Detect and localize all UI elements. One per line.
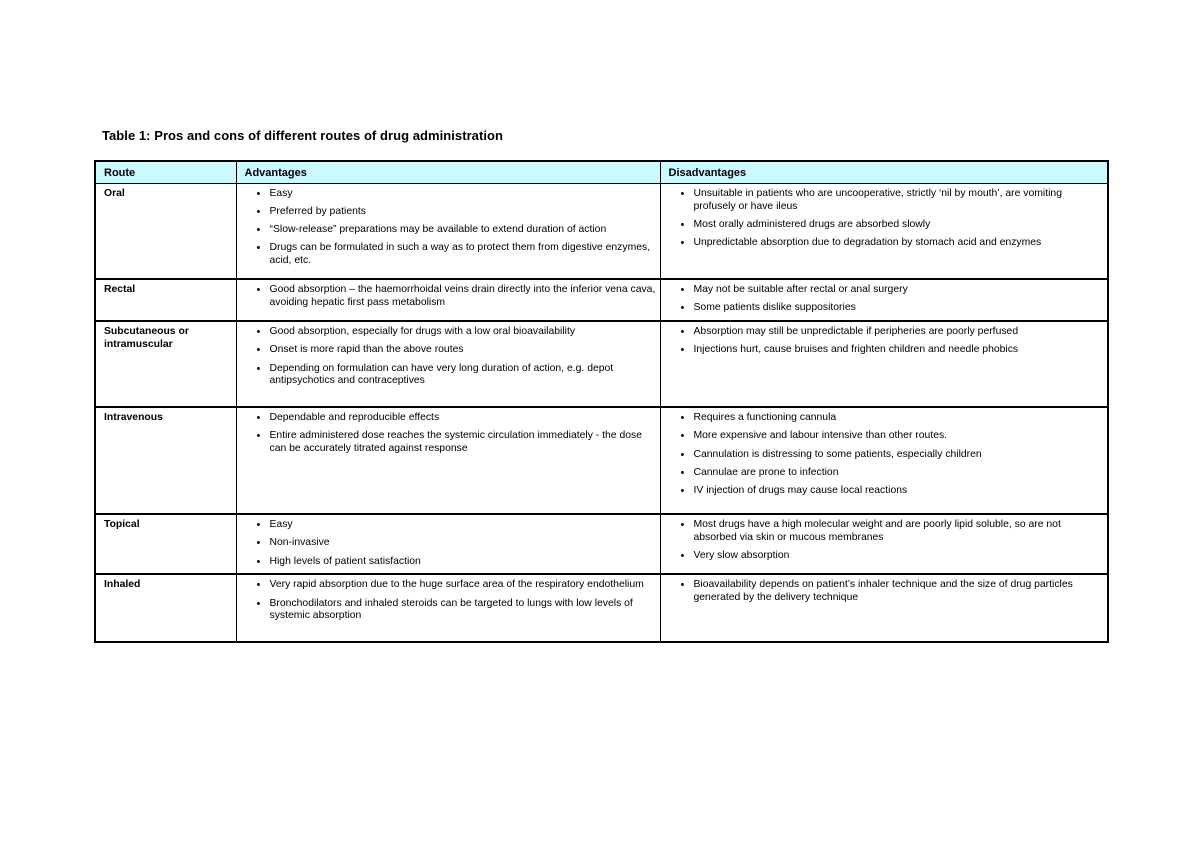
advantages-cell <box>236 407 660 514</box>
advantages-list <box>245 519 656 568</box>
advantages-cell <box>236 183 660 279</box>
disadvantages-cell <box>660 279 1108 321</box>
disadvantage-item: • Some patients dislike suppositories <box>669 302 1104 315</box>
disadvantage-item: • Bioavailability depends on patient’s inhaler technique and the size of drug particles generated by the delivery technique <box>669 579 1104 605</box>
advantages-list <box>245 284 656 310</box>
disadvantage-item: • Injections hurt, cause bruises and frighten children and needle phobics <box>669 344 1104 357</box>
disadvantages-cell <box>660 514 1108 574</box>
disadvantage-item: • Absorption may still be unpredictable if peripheries are poorly perfused <box>669 326 1104 339</box>
table-row <box>95 183 1108 279</box>
advantage-item: • Entire administered dose reaches the systemic circulation immediately - the dose can be accurately titrated against response <box>245 430 656 456</box>
column-header-disadvantages: Disadvantages <box>660 161 1108 183</box>
disadvantage-item: • May not be suitable after rectal or anal surgery <box>669 284 1104 297</box>
advantages-list <box>245 412 656 456</box>
advantage-item: • Depending on formulation can have very long duration of action, e.g. depot antipsychotics and contraceptives <box>245 363 656 389</box>
table-row <box>95 321 1108 407</box>
disadvantages-list <box>669 284 1104 315</box>
disadvantages-cell <box>660 407 1108 514</box>
advantage-item: • Onset is more rapid than the above routes <box>245 344 656 357</box>
disadvantage-item: • Most drugs have a high molecular weight and are poorly lipid soluble, so are not absorbed via skin or mucous membranes <box>669 519 1104 545</box>
advantage-item: • Non-invasive <box>245 537 656 550</box>
disadvantages-list <box>669 412 1104 498</box>
disadvantage-item: • Unsuitable in patients who are uncooperative, strictly ‘nil by mouth’, are vomiting profusely or have ileus <box>669 188 1104 214</box>
table-row <box>95 279 1108 321</box>
disadvantage-item: • Unpredictable absorption due to degradation by stomach acid and enzymes <box>669 237 1104 250</box>
advantages-list <box>245 188 656 268</box>
table-row <box>95 514 1108 574</box>
advantage-item: • Good absorption – the haemorrhoidal veins drain directly into the inferior vena cava, avoiding hepatic first pass metabolism <box>245 284 656 310</box>
advantage-item: • “Slow-release” preparations may be available to extend duration of action <box>245 224 656 237</box>
disadvantages-list <box>669 579 1104 605</box>
advantage-item: • High levels of patient satisfaction <box>245 556 656 569</box>
disadvantages-list <box>669 326 1104 357</box>
advantages-list <box>245 326 656 388</box>
disadvantages-cell <box>660 574 1108 642</box>
disadvantages-list <box>669 188 1104 250</box>
advantage-item: • Bronchodilators and inhaled steroids can be targeted to lungs with low levels of systemic absorption <box>245 598 656 624</box>
disadvantage-item: • Cannulation is distressing to some patients, especially children <box>669 449 1104 462</box>
table-row <box>95 574 1108 642</box>
advantage-item: • Dependable and reproducible effects <box>245 412 656 425</box>
advantage-item: • Very rapid absorption due to the huge surface area of the respiratory endothelium <box>245 579 656 592</box>
table-header-row <box>95 161 1108 183</box>
advantage-item: • Preferred by patients <box>245 206 656 219</box>
advantages-list <box>245 579 656 623</box>
table-title: Table 1: Pros and cons of different routes of drug administration <box>102 128 503 143</box>
routes-table <box>94 160 1109 643</box>
advantage-item: • Good absorption, especially for drugs with a low oral bioavailability <box>245 326 656 339</box>
advantages-cell <box>236 321 660 407</box>
disadvantage-item: • Cannulae are prone to infection <box>669 467 1104 480</box>
disadvantages-list <box>669 519 1104 563</box>
disadvantage-item: • More expensive and labour intensive than other routes. <box>669 430 1104 443</box>
disadvantage-item: • Very slow absorption <box>669 550 1104 563</box>
route-cell: Rectal <box>95 279 236 321</box>
advantage-item: • Easy <box>245 188 656 201</box>
column-header-advantages: Advantages <box>236 161 660 183</box>
disadvantage-item: • Requires a functioning cannula <box>669 412 1104 425</box>
table-body <box>95 183 1108 642</box>
route-cell: Oral <box>95 183 236 279</box>
route-cell: Topical <box>95 514 236 574</box>
disadvantages-cell <box>660 321 1108 407</box>
advantage-item: • Drugs can be formulated in such a way as to protect them from digestive enzymes, acid, etc. <box>245 242 656 268</box>
route-cell: Subcutaneous or intramuscular <box>95 321 236 407</box>
advantages-cell <box>236 574 660 642</box>
advantages-cell <box>236 514 660 574</box>
route-cell: Intravenous <box>95 407 236 514</box>
column-header-route: Route <box>95 161 236 183</box>
disadvantage-item: • Most orally administered drugs are absorbed slowly <box>669 219 1104 232</box>
advantages-cell <box>236 279 660 321</box>
disadvantage-item: • IV injection of drugs may cause local reactions <box>669 485 1104 498</box>
disadvantages-cell <box>660 183 1108 279</box>
route-cell: Inhaled <box>95 574 236 642</box>
advantage-item: • Easy <box>245 519 656 532</box>
table-row <box>95 407 1108 514</box>
